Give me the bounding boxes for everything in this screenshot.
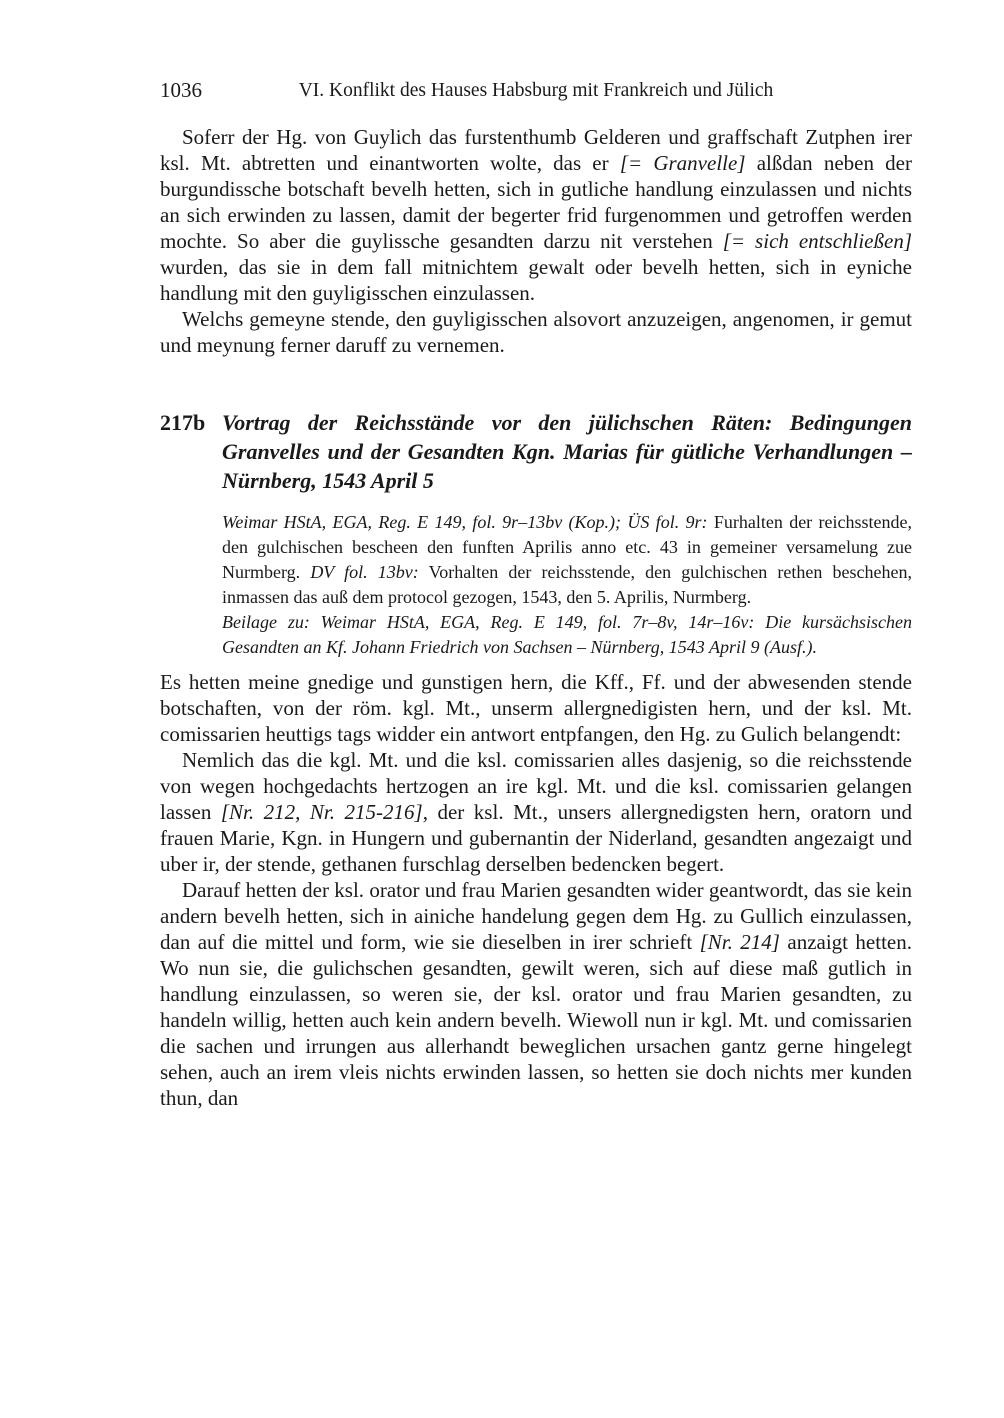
text-run: , der ksl. Mt., unsers allergnedigsten hern, oratorn und frauen Marie, Kgn. in Hungern und gubernantin der Niderland, gesandten angezaigt und uber ir, der stende, gethanen furschlag derselben bedencken begert. [160,800,912,876]
text-run: Soferr der Hg. von Guylich das furstenthumb Gelderen und graffschaft Zutphen irer ksl. Mt. abtretten und einantworten wolte, das er [160,125,912,175]
beilage-note: Beilage zu: Weimar HStA, EGA, Reg. E 149, fol. 7r–8v, 14r–16v: Die kursächsischen Gesandten an Kf. Johann Friedrich von Sachsen – Nürnberg, 1543 April 9 (Ausf.). [222,612,912,657]
main-text-section [160,669,912,1111]
source-note [222,510,912,610]
text-run: Furhalten der reichsstende, den gulchischen bescheen den funften Aprilis anno etc. 43 in gemeiner versamelung zue Nurmberg. [222,512,912,582]
text-run: Darauf hetten der ksl. orator und frau Marien gesandten wider geantwordt, das sie kein andern bevelh hetten, sich in ainiche handelung gegen dem Hg. zu Gullich einzulassen, dan auf die mittel und form, wie sie dieselben in irer schrieft [160,878,912,954]
text-block [160,78,912,1111]
cross-reference: [Nr. 212, Nr. 215-216] [220,800,423,824]
text-run: wurden, das sie in dem fall mitnichtem gewalt oder bevelh hetten, sich in eyniche handlung mit den guyligisschen einzulassen. [160,255,912,305]
apparatus-section [222,510,912,660]
intro-section [160,124,912,358]
document-heading [160,408,912,495]
intro-paragraph-1 [160,124,912,306]
document-number: 217b [160,410,206,435]
body-paragraph-2 [160,747,912,877]
editorial-insertion: [= Granvelle] [619,151,746,175]
intro-paragraph-2: Welchs gemeyne stende, den guyligisschen alsovort anzuzeigen, angenomen, ir gemut und meynung ferner daruff zu vernemen. [160,307,912,357]
archive-reference: Weimar HStA, EGA, Reg. E 149, fol. 9r–13bv (Kop.); ÜS fol. 9r: [222,512,708,532]
text-run: Vorhalten der reichsstende, den gulchischen rethen beschehen, inmassen das auß dem protocol gezogen, 1543, den 5. Aprilis, Nurmberg. [222,562,913,607]
editorial-insertion: [= sich entschließen] [722,229,912,253]
text-run: Nemlich das die kgl. Mt. und die ksl. comissarien alles dasjenig, so die reichsstende von wegen hochgedachts hertzogen an ire kgl. Mt. und die ksl. comissarien gelangen lassen [160,748,912,824]
text-run: anzaigt hetten. Wo nun sie, die gulichschen gesandten, gewilt weren, sich auf diese maß gutlich in handlung einzulassen, so weren sie, der ksl. orator und frau Marien gesandten, zu handeln willig, hetten auch kein andern bevelh. Wiewoll nun ir kgl. Mt. und comissarien die sachen und irrungen aus allerhandt beweglichen ursachen gantz gerne hingelegt sehen, auch an irem vleis nichts erwinden lassen, so hetten sie doch nichts mer kunden thun, dan [160,930,912,1110]
body-paragraph-3 [160,877,912,1111]
running-header [160,78,912,104]
document-title: Vortrag der Reichsstände vor den jülichschen Räten: Bedingungen Granvelles und der Gesandten Kgn. Marias für gütliche Verhandlungen – Nürnberg, 1543 April 5 [222,410,912,493]
cross-reference: [Nr. 214] [699,930,780,954]
text-run: alßdan neben der burgundissche botschaft bevelh hetten, sich in gutliche handlung einzulassen und nichts an sich erwinden zu lassen, damit der begerter frid furgenommen und getroffen werden mochte. So aber die guylissche gesandten darzu nit verstehen [160,151,912,253]
archive-reference: DV fol. 13bv: [310,562,419,582]
page-number: 1036 [160,78,202,102]
body-paragraph-1: Es hetten meine gnedige und gunstigen hern, die Kff., Ff. und der abwesenden stende botschaften, von der röm. kgl. Mt., unserm allergnedigisten hern, und der ksl. Mt. comissarien heuttigs tags widder ein antwort entpfangen, den Hg. zu Gulich belangendt: [160,670,912,746]
running-header-title: VI. Konflikt des Hauses Habsburg mit Frankreich und Jülich [298,80,774,101]
